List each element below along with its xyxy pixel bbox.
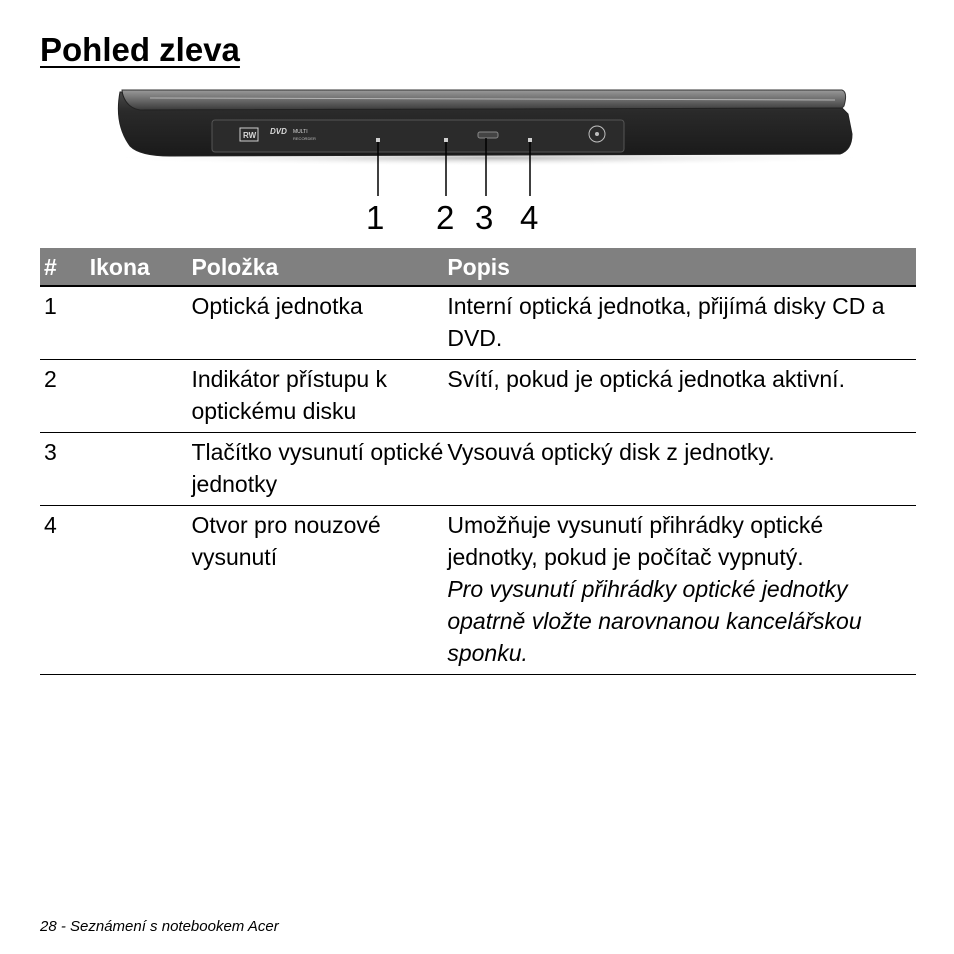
- row-note: Pro vysunutí přihrádky optické jednotky opatrně vložte narovnanou kancelářskou sponku.: [447, 576, 862, 666]
- row-icon: [90, 360, 192, 433]
- row-item: Otvor pro nouzové vysunutí: [191, 506, 447, 675]
- svg-text:RECORDER: RECORDER: [293, 136, 316, 141]
- row-icon: [90, 506, 192, 675]
- callout-label-3: 3: [475, 199, 494, 236]
- header-description: Popis: [447, 248, 916, 286]
- table-row: [40, 506, 916, 675]
- svg-text:DVD: DVD: [270, 127, 287, 136]
- callout-marker-1: [376, 138, 380, 142]
- svg-text:MULTI: MULTI: [293, 129, 308, 135]
- table-row: [40, 433, 916, 506]
- row-number: 2: [40, 360, 90, 433]
- callout-label-2: 2: [436, 199, 455, 236]
- table-header-row: [40, 248, 916, 286]
- row-description: Interní optická jednotka, přijímá disky CD a DVD.: [447, 286, 916, 360]
- row-item: Optická jednotka: [191, 286, 447, 360]
- row-description: Vysouvá optický disk z jednotky.: [447, 433, 916, 506]
- row-item: Indikátor přístupu k optickému disku: [191, 360, 447, 433]
- row-icon: [90, 433, 192, 506]
- callout-label-4: 4: [520, 199, 539, 236]
- row-icon: [90, 286, 192, 360]
- svg-text:RW: RW: [243, 131, 257, 140]
- row-number: 4: [40, 506, 90, 675]
- row-description: Umožňuje vysunutí přihrádky optické jednotky, pokud je počítač vypnutý.: [447, 512, 824, 570]
- row-item: Tlačítko vysunutí optické jednotky: [191, 433, 447, 506]
- page-title: Pohled zleva: [40, 31, 240, 68]
- header-item: Položka: [191, 248, 447, 286]
- laptop-left-side-illustration: [100, 84, 890, 244]
- table-row: [40, 360, 916, 433]
- callout-label-1: 1: [366, 199, 385, 236]
- header-number: #: [40, 248, 90, 286]
- row-number: 1: [40, 286, 90, 360]
- ports-table: [40, 248, 916, 675]
- page-footer: 28 - Seznámení s notebookem Acer: [40, 918, 279, 935]
- table-row: [40, 286, 916, 360]
- row-number: 3: [40, 433, 90, 506]
- row-description: Svítí, pokud je optická jednotka aktivní.: [447, 360, 916, 433]
- header-icon: Ikona: [90, 248, 192, 286]
- row-description-cell: [447, 506, 916, 675]
